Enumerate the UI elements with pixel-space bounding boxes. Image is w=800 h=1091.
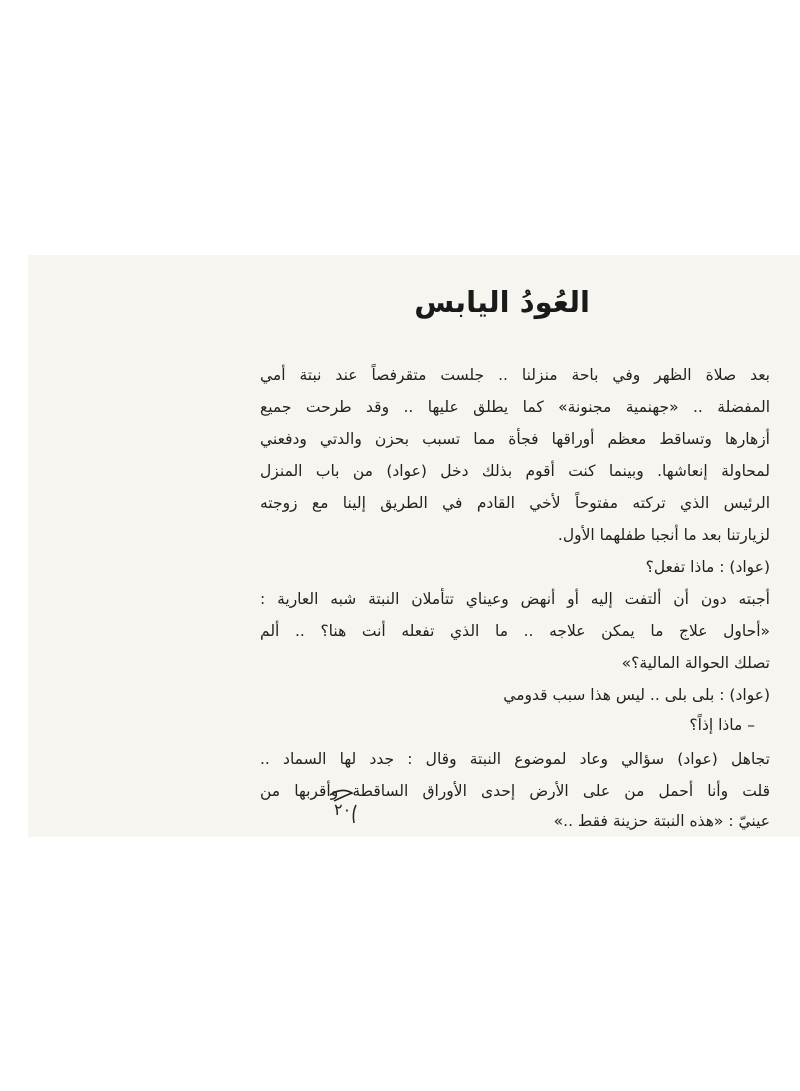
text-line: (عواد) : بلى بلى .. ليس هذا سبب قدومي	[503, 686, 770, 704]
text-line: لمحاولة إنعاشها. وبينما كنت أقوم بذلك دخل (عواد) من باب المنزل	[260, 462, 770, 480]
text-line: بعد صلاة الظهر وفي باحة منزلنا .. جلست متقرفصاً عند نبتة أمي	[260, 366, 770, 384]
text-line: الرئيس الذي تركته مفتوحاً لأخي القادم في الطريق إلينا مع زوجته	[260, 494, 770, 512]
text-line: أزهارها وتساقط معظم أوراقها فجأة مما تسبب بحزن والدتي ودفعني	[260, 430, 770, 448]
text-line: قلت وأنا أحمل من على الأرض إحدى الأوراق الساقطة وأقربها من	[260, 782, 770, 800]
text-line: «أحاول علاج ما يمكن علاجه .. ما الذي تفعله أنت هنا؟ .. ألم	[260, 622, 770, 640]
page-number: ٢٠	[334, 800, 352, 819]
chapter-title: العُودُ اليابس	[414, 285, 590, 319]
text-line: – ماذا إذاً؟	[689, 716, 755, 734]
text-line: لزيارتنا بعد ما أنجبا طفلهما الأول.	[557, 526, 770, 544]
text-line: تصلك الحوالة المالية؟»	[621, 654, 770, 672]
text-line: عينيّ : «هذه النبتة حزينة فقط ..»	[553, 812, 770, 830]
text-line: تجاهل (عواد) سؤالي وعاد لموضوع النبتة وقال : جدد لها السماد ..	[260, 750, 770, 768]
text-line: أجبته دون أن ألتفت إليه أو أنهض وعيناي تتأملان النبتة شبه العارية :	[260, 590, 770, 608]
text-line: المفضلة .. «جهنمية مجنونة» كما يطلق عليها .. وقد طرحت جميع	[260, 398, 770, 416]
text-line: (عواد) : ماذا تفعل؟	[645, 558, 770, 576]
